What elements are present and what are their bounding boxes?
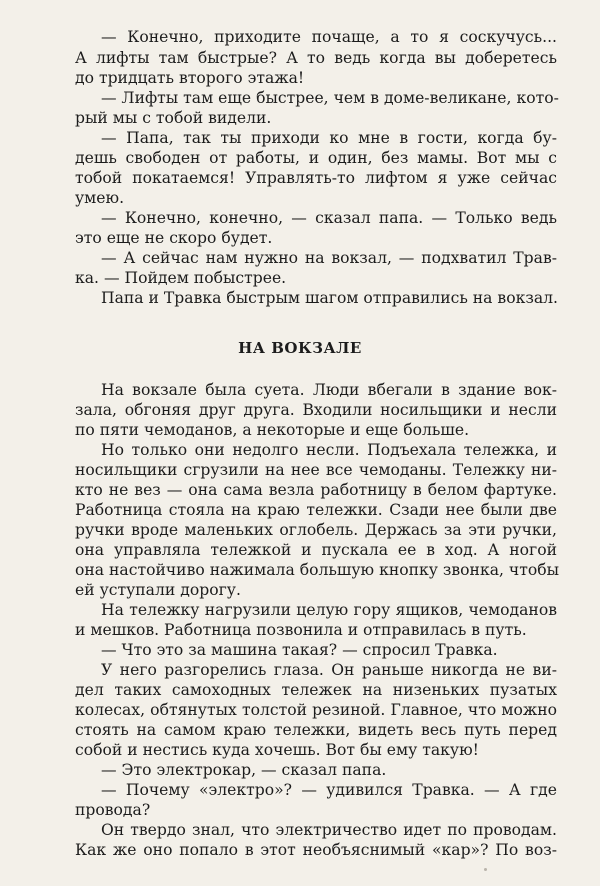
text-line: На вокзале была суета. Люди вбегали в здание вок- xyxy=(101,381,557,399)
text-line: Но только они недолго несли. Подъехала тележка, и xyxy=(101,441,557,459)
text-line: до тридцать второго этажа! xyxy=(75,69,305,87)
text-line: колесах, обтянутых толстой резиной. Главное, что можно xyxy=(75,701,557,719)
text-line: — Что это за машина такая? — спросил Травка. xyxy=(101,641,498,659)
text-line: На тележку нагрузили целую гору ящиков, чемоданов xyxy=(101,601,557,619)
text-line: дел таких самоходных тележек на низеньких пузатых xyxy=(75,681,557,699)
text-line: — Это электрокар, — сказал папа. xyxy=(101,761,387,779)
text-line: дешь свободен от работы, и один, без мамы. Вот мы с xyxy=(75,149,557,167)
text-line: — А сейчас нам нужно на вокзал, — подхватил Трав- xyxy=(101,249,557,267)
text-line: — Лифты там еще быстрее, чем в доме-великане, кото- xyxy=(101,89,559,107)
text-line: носильщики сгрузили на нее все чемоданы. Тележку ни- xyxy=(75,461,557,479)
text-line: Он твердо знал, что электричество идет по проводам. xyxy=(101,821,557,839)
text-line: — Папа, так ты приходи ко мне в гости, когда бу- xyxy=(101,129,557,147)
text-line: умею. xyxy=(75,189,125,207)
text-line: ей уступали дорогу. xyxy=(75,581,241,599)
text-line: рый мы с тобой видели. xyxy=(75,109,272,127)
text-line: это еще не скоро будет. xyxy=(75,229,273,247)
text-line: по пяти чемоданов, а некоторые и еще больше. xyxy=(75,421,470,439)
text-line: Папа и Травка быстрым шагом отправились на вокзал. xyxy=(101,289,558,307)
paper-speck xyxy=(484,868,487,871)
text-line: — Конечно, приходите почаще, а то я соскучусь... xyxy=(101,28,557,46)
text-line: Как же оно попало в этот необъяснимый «кар»? По воз- xyxy=(75,841,557,859)
text-line: она управляла тележкой и пускала ее в ход. А ногой xyxy=(75,541,557,559)
text-line: кто не вез — она сама везла работницу в белом фартуке. xyxy=(75,481,557,499)
text-line: У него разгорелись глаза. Он раньше никогда не ви- xyxy=(101,661,557,679)
text-line: Работница стояла на краю тележки. Сзади нее были две xyxy=(75,501,557,519)
text-line: провода? xyxy=(75,801,151,819)
section-heading: НА ВОКЗАЛЕ xyxy=(238,339,362,357)
text-line: — Почему «электро»? — удивился Травка. — А где xyxy=(101,781,557,799)
text-line: тобой покатаемся! Управлять-то лифтом я уже сейчас xyxy=(75,169,557,187)
text-line: она настойчиво нажимала большую кнопку звонка, чтобы xyxy=(75,561,560,579)
text-line: зала, обгоняя друг друга. Входили носильщики и несли xyxy=(75,401,557,419)
text-line: — Конечно, конечно, — сказал папа. — Только ведь xyxy=(101,209,557,227)
text-line: собой и нестись куда хочешь. Вот бы ему такую! xyxy=(75,741,479,759)
text-line: стоять на самом краю тележки, видеть весь путь перед xyxy=(75,721,557,739)
text-line: и мешков. Работница позвонила и отправилась в путь. xyxy=(75,621,527,639)
text-line: ка. — Пойдем побыстрее. xyxy=(75,269,287,287)
text-line: А лифты там быстрые? А то ведь когда вы доберетесь xyxy=(75,49,557,67)
text-line: ручки вроде маленьких оглобель. Держась за эти ручки, xyxy=(75,521,557,539)
